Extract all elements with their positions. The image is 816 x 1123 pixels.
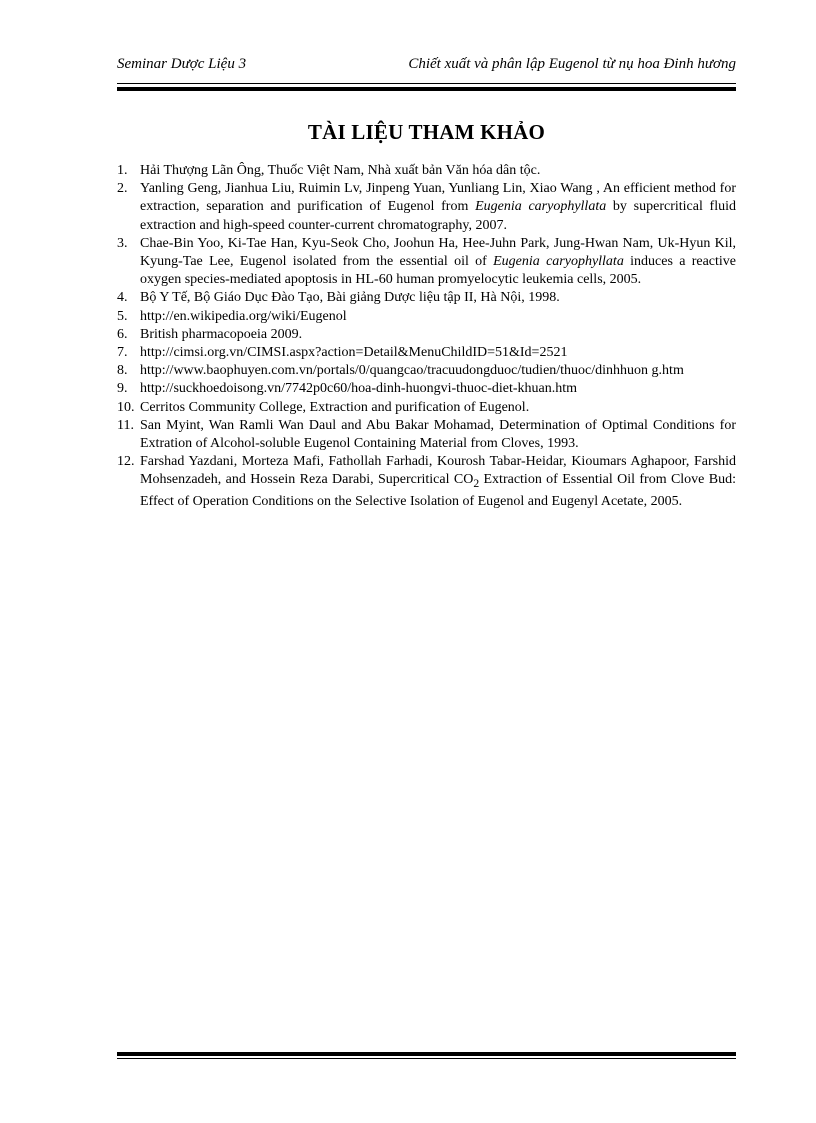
reference-number: 12. <box>117 454 135 470</box>
reference-text: http://en.wikipedia.org/wiki/Eugenol <box>140 308 347 324</box>
reference-item <box>117 289 736 307</box>
header-course-title: Seminar Dược Liệu 3 <box>117 56 247 72</box>
reference-text: Extraction of Essential Oil from Clove Bud: Effect of Operation Conditions on the Selective Isolation of Eugenol and Eugenyl Acetate, 2005. <box>140 472 736 510</box>
reference-text: http://www.baophuyen.com.vn/portals/0/quangcao/tracuudongduoc/tudien/thuoc/dinhhuon g.htm <box>140 363 684 379</box>
reference-item <box>117 308 736 326</box>
reference-text: http://cimsi.org.vn/CIMSI.aspx?action=Detail&MenuChildID=51&Id=2521 <box>140 345 568 361</box>
reference-number: 6. <box>117 326 128 342</box>
reference-number: 3. <box>117 235 128 251</box>
reference-item <box>117 417 736 453</box>
reference-item <box>117 399 736 417</box>
reference-item <box>117 453 736 511</box>
reference-number: 11. <box>117 417 134 433</box>
reference-number: 9. <box>117 381 128 397</box>
reference-number: 8. <box>117 363 128 379</box>
footer-rule-thin <box>117 1058 736 1059</box>
page-title: TÀI LIỆU THAM KHẢO <box>307 120 546 144</box>
reference-item <box>117 235 736 290</box>
reference-item <box>117 380 736 398</box>
reference-number: 10. <box>117 399 135 415</box>
reference-species-name: Eugenia caryophyllata <box>475 199 607 215</box>
reference-item <box>117 344 736 362</box>
reference-text: Bộ Y Tế, Bộ Giáo Dục Đào Tạo, Bài giảng Dược liệu tập II, Hà Nội, 1998. <box>140 290 560 306</box>
reference-text: Farshad Yazdani, Morteza Mafi, Fathollah Farhadi, Kourosh Tabar-Heidar, Kioumars Aghapoor, Farshid Mohsenzadeh, and Hossein Reza Darabi, Supercritical CO <box>140 454 736 488</box>
reference-number: 7. <box>117 345 128 361</box>
reference-item <box>117 326 736 344</box>
reference-species-name: Eugenia caryophyllata <box>493 254 624 270</box>
reference-text: by supercritical fluid extraction and high-speed counter-current chromatography, 2007. <box>140 199 736 233</box>
reference-text: Cerritos Community College, Extraction and purification of Eugenol. <box>140 399 530 415</box>
reference-text: Chae-Bin Yoo, Ki-Tae Han, Kyu-Seok Cho, Joohun Ha, Hee-Juhn Park, Jung-Hwan Nam, Uk-Hyun Kil, Kyung-Tae Lee, Eugenol isolated from the essential oil of <box>140 235 736 270</box>
reference-list <box>117 162 736 512</box>
footer-rule-thick <box>117 1052 736 1056</box>
reference-item <box>117 180 736 235</box>
reference-number: 2. <box>117 181 128 197</box>
reference-subscript: 2 <box>473 477 480 491</box>
reference-number: 4. <box>117 290 128 306</box>
reference-item <box>117 162 736 180</box>
reference-text: http://suckhoedoisong.vn/7742p0c60/hoa-dinh-huongvi-thuoc-diet-khuan.htm <box>140 381 578 397</box>
reference-text: Hải Thượng Lãn Ông, Thuốc Việt Nam, Nhà xuất bản Văn hóa dân tộc. <box>140 163 541 178</box>
reference-text: San Myint, Wan Ramli Wan Daul and Abu Bakar Mohamad, Determination of Optimal Conditions for Extration of Alcohol-soluble Eugenol Containing Material from Cloves, 1993. <box>140 417 736 452</box>
reference-item <box>117 362 736 380</box>
reference-text: Yanling Geng, Jianhua Liu, Ruimin Lv, Jinpeng Yuan, Yunliang Lin, Xiao Wang , An efficient method for extraction, separation and purification of Eugenol from <box>140 181 736 215</box>
header-rule-thick <box>117 87 736 91</box>
reference-number: 5. <box>117 308 128 324</box>
reference-text: British pharmacopoeia 2009. <box>140 326 303 342</box>
header-rule-thin <box>117 83 736 84</box>
reference-text: induces a reactive oxygen species-mediated apoptosis in HL-60 human promyelocytic leukemia cells, 2005. <box>140 254 736 288</box>
header-topic-title: Chiết xuất và phân lập Eugenol từ nụ hoa Đinh hương <box>408 56 736 72</box>
reference-number: 1. <box>117 163 128 178</box>
page-header <box>117 56 736 78</box>
